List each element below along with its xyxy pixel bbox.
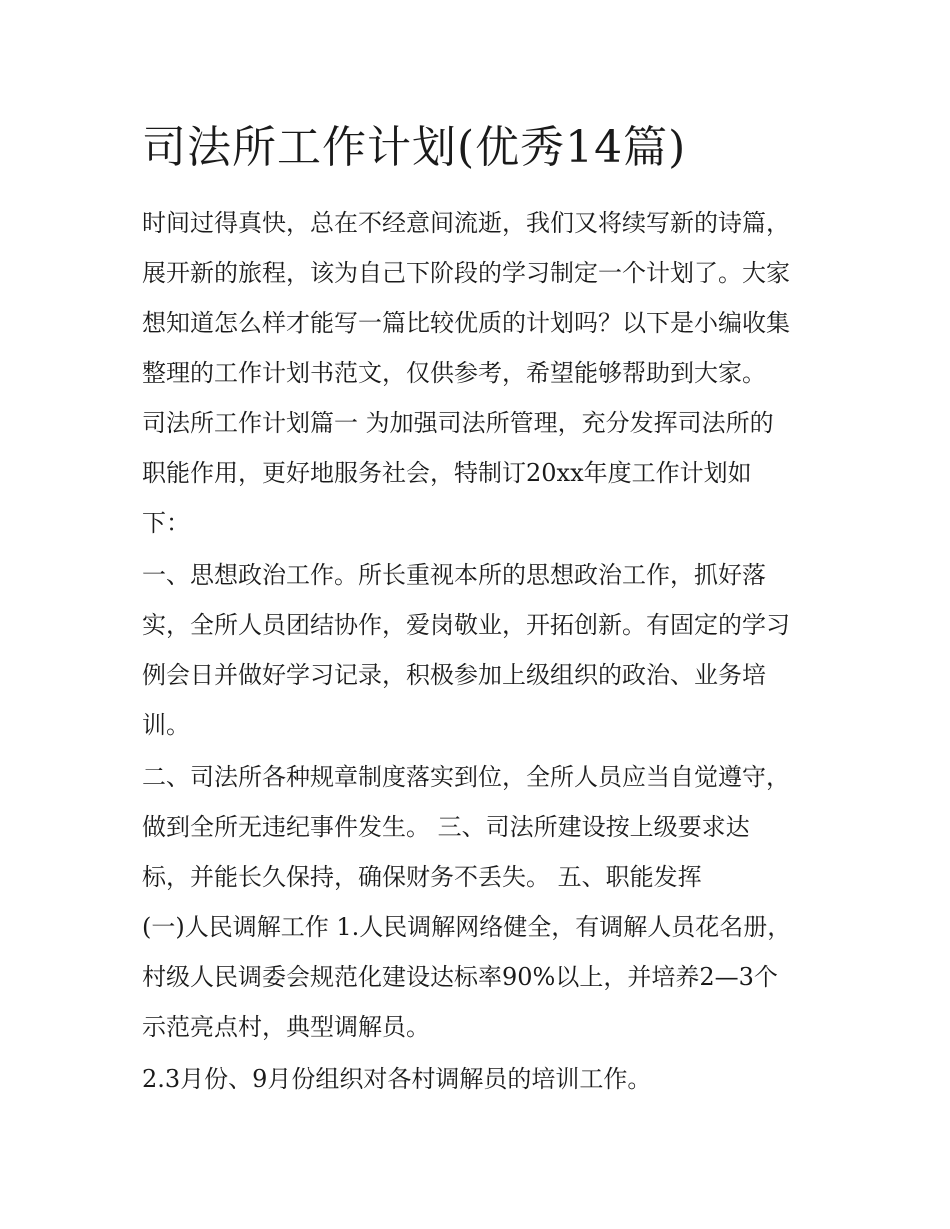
text-line: 2.3月份、9月份组织对各村调解员的培训工作。	[142, 1065, 652, 1093]
text-line: 标，并能长久保持，确保财务不丢失。 五、职能发挥	[142, 863, 702, 891]
text-line: (一)人民调解工作 1.人民调解网络健全，有调解人员花名册，	[142, 913, 792, 941]
text-line: 示范亮点村，典型调解员。	[142, 1013, 430, 1041]
text-line: 例会日并做好学习记录，积极参加上级组织的政治、业务培	[142, 661, 766, 689]
text-line: 司法所工作计划篇一 为加强司法所管理，充分发挥司法所的	[142, 409, 774, 437]
text-line: 职能作用，更好地服务社会，特制订20xx年度工作计划如	[142, 459, 752, 487]
text-line: 时间过得真快，总在不经意间流逝，我们又将续写新的诗篇，	[142, 209, 790, 237]
text-line: 下：	[142, 509, 190, 537]
text-line: 做到全所无违纪事件发生。 三、司法所建设按上级要求达	[142, 813, 750, 841]
text-line: 展开新的旅程，该为自己下阶段的学习制定一个计划了。大家	[142, 259, 790, 287]
text-line: 实，全所人员团结协作，爱岗敬业，开拓创新。有固定的学习	[142, 611, 790, 639]
text-line: 训。	[142, 711, 190, 739]
text-line: 想知道怎么样才能写一篇比较优质的计划吗？以下是小编收集	[142, 309, 790, 337]
text-line: 村级人民调委会规范化建设达标率90%以上，并培养2—3个	[142, 963, 778, 991]
document-title: 司法所工作计划(优秀14篇)	[142, 122, 687, 173]
text-line: 整理的工作计划书范文，仅供参考，希望能够帮助到大家。	[142, 359, 766, 387]
text-line: 二、司法所各种规章制度落实到位，全所人员应当自觉遵守，	[142, 763, 790, 791]
text-line: 一、思想政治工作。所长重视本所的思想政治工作，抓好落	[142, 561, 766, 589]
